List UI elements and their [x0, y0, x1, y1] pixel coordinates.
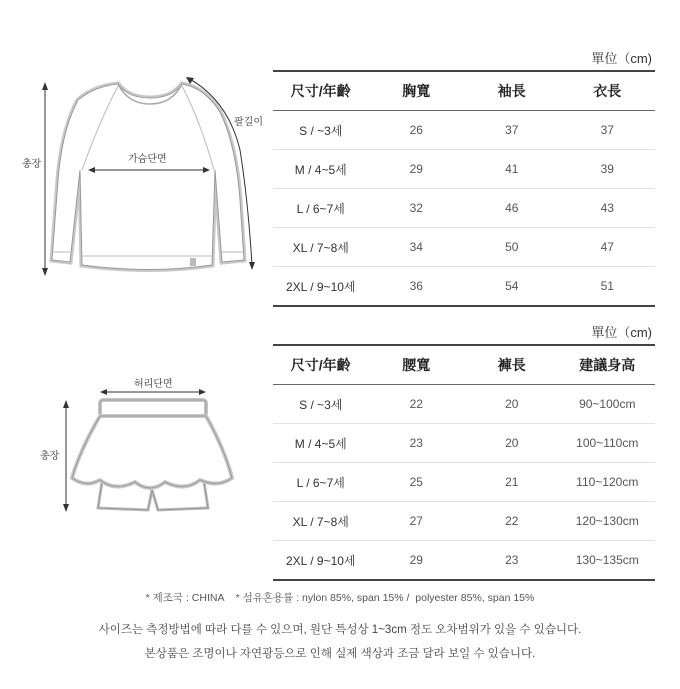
table-row — [273, 111, 655, 150]
value-cell: 100~110cm — [560, 424, 656, 463]
value-cell: 120~130cm — [560, 502, 656, 541]
material-note: * 제조국 : CHINA * 섬유혼용률 : nylon 85%, span 15% / polyester 85%, span 15% — [145, 592, 535, 604]
top-size-table — [273, 70, 655, 307]
size-cell: M / 4~5세 — [273, 424, 369, 463]
shirt-total-length-label: 총장 — [22, 159, 42, 170]
value-cell: 32 — [369, 189, 465, 228]
header-height: 建議身高 — [560, 345, 656, 385]
value-cell: 20 — [464, 385, 560, 424]
size-cell: L / 6~7세 — [273, 463, 369, 502]
value-cell: 50 — [464, 228, 560, 267]
size-cell: S / ~3세 — [273, 385, 369, 424]
size-cell: XL / 7~8세 — [273, 228, 369, 267]
value-cell: 46 — [464, 189, 560, 228]
value-cell: 39 — [560, 150, 656, 189]
size-cell: S / ~3세 — [273, 111, 369, 150]
top-unit-label: 單位（cm) — [591, 51, 652, 66]
waist-width-label: 허리단면 — [134, 379, 173, 390]
table-header-row — [273, 345, 655, 385]
header-chest: 胸寬 — [369, 71, 465, 111]
value-cell: 34 — [369, 228, 465, 267]
table-row — [273, 385, 655, 424]
header-waist: 腰寬 — [369, 345, 465, 385]
sleeve-length-label: 팔길이 — [234, 117, 263, 128]
value-cell: 26 — [369, 111, 465, 150]
value-cell: 90~100cm — [560, 385, 656, 424]
color-disclaimer: 본상품은 조명이나 자연광등으로 인해 실제 색상과 조금 달라 보일 수 있습니다. — [144, 648, 536, 660]
table-header-row — [273, 71, 655, 111]
table-row — [273, 228, 655, 267]
value-cell: 29 — [369, 150, 465, 189]
value-cell: 37 — [560, 111, 656, 150]
value-cell: 47 — [560, 228, 656, 267]
header-size: 尺寸/年齡 — [273, 345, 369, 385]
header-length: 衣長 — [560, 71, 656, 111]
value-cell: 41 — [464, 150, 560, 189]
rash-guard-illustration — [0, 60, 270, 290]
table-row — [273, 463, 655, 502]
size-cell: 2XL / 9~10세 — [273, 267, 369, 307]
chest-width-label: 가슴단면 — [128, 154, 167, 165]
header-pants-length: 褲長 — [464, 345, 560, 385]
value-cell: 27 — [369, 502, 465, 541]
skort-illustration — [0, 370, 270, 520]
value-cell: 110~120cm — [560, 463, 656, 502]
header-size: 尺寸/年齡 — [273, 71, 369, 111]
value-cell: 51 — [560, 267, 656, 307]
size-cell: L / 6~7세 — [273, 189, 369, 228]
value-cell: 22 — [369, 385, 465, 424]
value-cell: 22 — [464, 502, 560, 541]
value-cell: 21 — [464, 463, 560, 502]
size-cell: M / 4~5세 — [273, 150, 369, 189]
value-cell: 43 — [560, 189, 656, 228]
size-cell: XL / 7~8세 — [273, 502, 369, 541]
value-cell: 29 — [369, 541, 465, 581]
table-row — [273, 267, 655, 307]
table-row — [273, 502, 655, 541]
table-row — [273, 150, 655, 189]
table-row — [273, 541, 655, 581]
value-cell: 54 — [464, 267, 560, 307]
skort-total-length-label: 총장 — [40, 451, 60, 462]
value-cell: 130~135cm — [560, 541, 656, 581]
value-cell: 20 — [464, 424, 560, 463]
size-disclaimer: 사이즈는 측정방법에 따라 다를 수 있으며, 원단 특성상 1~3cm 정도 오차범위가 있을 수 있습니다. — [98, 624, 582, 636]
bottom-unit-label: 單位（cm) — [591, 325, 652, 340]
value-cell: 36 — [369, 267, 465, 307]
table-row — [273, 189, 655, 228]
value-cell: 23 — [369, 424, 465, 463]
value-cell: 37 — [464, 111, 560, 150]
value-cell: 23 — [464, 541, 560, 581]
bottom-size-table — [273, 344, 655, 581]
header-sleeve: 袖長 — [464, 71, 560, 111]
table-row — [273, 424, 655, 463]
size-cell: 2XL / 9~10세 — [273, 541, 369, 581]
value-cell: 25 — [369, 463, 465, 502]
